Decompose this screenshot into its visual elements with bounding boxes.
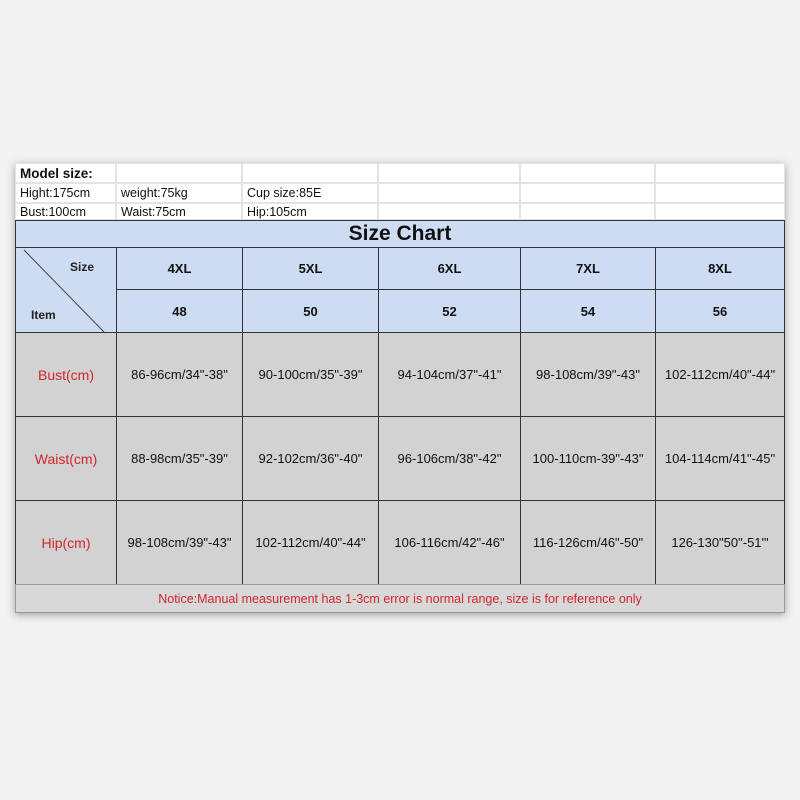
empty-cell — [655, 163, 785, 183]
hip-6xl-value: 106-116cm/42"-46" — [378, 500, 521, 585]
size-chart-sheet — [15, 163, 785, 613]
size-header-8xl: 8XL — [655, 247, 785, 290]
model-weight: weight:75kg — [116, 183, 242, 203]
waist-6xl-value: 96-106cm/38"-42" — [378, 416, 521, 501]
model-bust: Bust:100cm — [15, 203, 116, 220]
waist-8xl-value: 104-114cm/41"-45" — [655, 416, 785, 501]
waist-4xl-value: 88-98cm/35"-39" — [116, 416, 243, 501]
empty-cell — [378, 183, 520, 203]
model-hip: Hip:105cm — [242, 203, 378, 220]
size-header-4xl: 4XL — [116, 247, 243, 290]
row-label-hip: Hip(cm) — [15, 500, 117, 585]
empty-cell — [116, 163, 242, 183]
empty-cell — [520, 203, 655, 220]
waist-7xl-value: 100-110cm-39"-43" — [520, 416, 656, 501]
chart-title: Size Chart — [15, 220, 785, 248]
size-number-50: 50 — [242, 289, 379, 333]
hip-7xl-value: 116-126cm/46"-50" — [520, 500, 656, 585]
empty-cell — [655, 203, 785, 220]
bust-4xl-value: 86-96cm/34"-38" — [116, 332, 243, 417]
bust-8xl-value: 102-112cm/40"-44" — [655, 332, 785, 417]
bust-6xl-value: 94-104cm/37"-41" — [378, 332, 521, 417]
bust-5xl-value: 90-100cm/35"-39" — [242, 332, 379, 417]
size-header-6xl: 6XL — [378, 247, 521, 290]
model-cup-size: Cup size:85E — [242, 183, 378, 203]
row-label-bust: Bust(cm) — [15, 332, 117, 417]
hip-4xl-value: 98-108cm/39"-43" — [116, 500, 243, 585]
hip-8xl-value: 126-130"50"-51'" — [655, 500, 785, 585]
empty-cell — [242, 163, 378, 183]
model-size-heading: Model size: — [15, 163, 116, 183]
model-waist: Waist:75cm — [116, 203, 242, 220]
empty-cell — [520, 183, 655, 203]
size-number-48: 48 — [116, 289, 243, 333]
measurement-notice: Notice:Manual measurement has 1-3cm error is normal range, size is for reference only — [15, 584, 785, 613]
hip-5xl-value: 102-112cm/40"-44" — [242, 500, 379, 585]
corner-item-label: Item — [31, 308, 56, 322]
size-number-54: 54 — [520, 289, 656, 333]
size-item-corner-cell — [15, 247, 117, 333]
size-header-5xl: 5XL — [242, 247, 379, 290]
corner-size-label: Size — [70, 260, 95, 274]
empty-cell — [655, 183, 785, 203]
model-height: Hight:175cm — [15, 183, 116, 203]
empty-cell — [520, 163, 655, 183]
empty-cell — [378, 163, 520, 183]
size-number-52: 52 — [378, 289, 521, 333]
size-number-56: 56 — [655, 289, 785, 333]
row-label-waist: Waist(cm) — [15, 416, 117, 501]
bust-7xl-value: 98-108cm/39"-43" — [520, 332, 656, 417]
size-header-7xl: 7XL — [520, 247, 656, 290]
waist-5xl-value: 92-102cm/36"-40" — [242, 416, 379, 501]
empty-cell — [378, 203, 520, 220]
